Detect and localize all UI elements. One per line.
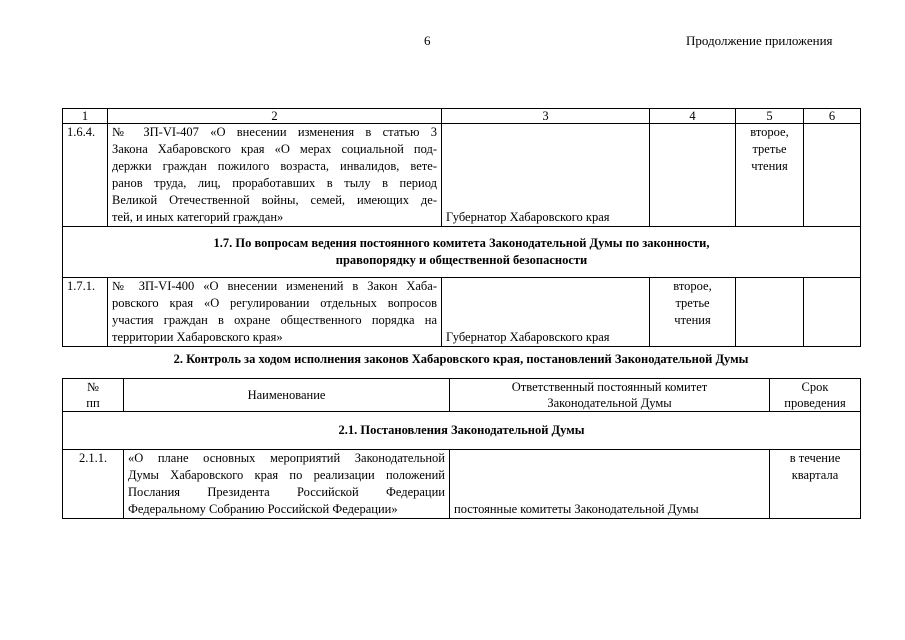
header-row: [63, 379, 861, 412]
responsible-committee: постоянные комитеты Законодательной Думы: [450, 450, 770, 519]
reading-line: чтения: [751, 159, 788, 173]
header-name: Наименование: [124, 379, 450, 412]
column-number: 1: [63, 109, 108, 124]
term: в течение квартала: [770, 450, 861, 519]
reading-line: чтения: [674, 313, 711, 327]
bill-title-line: территории Хабаровского края»: [112, 330, 283, 344]
control-table: [62, 378, 861, 519]
column-number: 3: [442, 109, 650, 124]
header-committee: Ответственный постоянный комитет Законодательной Думы: [450, 379, 770, 412]
item-number: 1.6.4.: [63, 124, 108, 227]
section-2-heading: 2. Контроль за ходом исполнения законов Хабаровского края, постановлений Законодательной Думы: [173, 352, 749, 366]
continuation-label: Продолжение приложения: [686, 33, 833, 48]
bill-title-line: № ЗП-VI-400 «О внесении изменений в Закон Хаба-: [112, 279, 437, 293]
reading-line: второе,: [750, 125, 789, 139]
bill-title-line: № ЗП-VI-407 «О внесении изменения в статью 3: [112, 125, 437, 139]
item-number: 1.7.1.: [63, 278, 108, 347]
column-number: 6: [804, 109, 861, 124]
resolution-title-line: «О плане основных мероприятий Законодательной: [128, 451, 445, 465]
table-row: [63, 450, 861, 519]
table-row: [63, 278, 861, 347]
bill-title-line: держки граждан пожилого возраста, инвалидов, вете-: [112, 159, 437, 173]
column-number-row: [63, 109, 861, 124]
reading-stage: [736, 124, 804, 227]
bill-title: [108, 124, 442, 227]
resolution-title-line: Послания Президента Российской Федерации: [128, 485, 445, 499]
bill-title: [108, 278, 442, 347]
section-heading-line: 1.7. По вопросам ведения постоянного комитета Законодательной Думы по законности,: [213, 236, 710, 250]
reading-line: третье: [675, 296, 710, 310]
bill-title-line: Великой Отечественной войны, семей, имеющих де-: [112, 193, 437, 207]
item-number: 2.1.1.: [63, 450, 124, 519]
bill-title-line: ранов труда, лиц, проработавших в тылу в период: [112, 176, 437, 190]
section-heading-line: правопорядку и общественной безопасности: [335, 253, 588, 267]
section-heading: [63, 227, 861, 278]
bills-table: [62, 108, 861, 347]
bill-title-line: участия граждан в охране общественного порядка на: [112, 313, 437, 327]
page-number: 6: [424, 33, 431, 48]
column-number: 4: [650, 109, 736, 124]
resolution-title: [124, 450, 450, 519]
table-row: [63, 124, 861, 227]
header-term: Срок проведения: [770, 379, 861, 412]
reading-line: третье: [752, 142, 787, 156]
column-number: 2: [108, 109, 442, 124]
header-num: № пп: [63, 379, 124, 412]
resolution-title-line: Думы Хабаровского края по реализации положений: [128, 468, 445, 482]
reading-stage: [650, 278, 736, 347]
bill-initiator: Губернатор Хабаровского края: [442, 124, 650, 227]
section-heading: 2.1. Постановления Законодательной Думы: [63, 412, 861, 450]
column-number: 5: [736, 109, 804, 124]
bill-title-line: ровского края «О регулировании отдельных вопросов: [112, 296, 437, 310]
bill-title-line: Закона Хабаровского края «О мерах социальной под-: [112, 142, 437, 156]
reading-line: второе,: [673, 279, 712, 293]
section-row: [63, 412, 861, 450]
bill-title-line: тей, и иных категорий граждан»: [112, 210, 284, 224]
resolution-title-line: Федеральному Собранию Российской Федерации»: [128, 502, 398, 516]
section-row: [63, 227, 861, 278]
bill-initiator: Губернатор Хабаровского края: [442, 278, 650, 347]
